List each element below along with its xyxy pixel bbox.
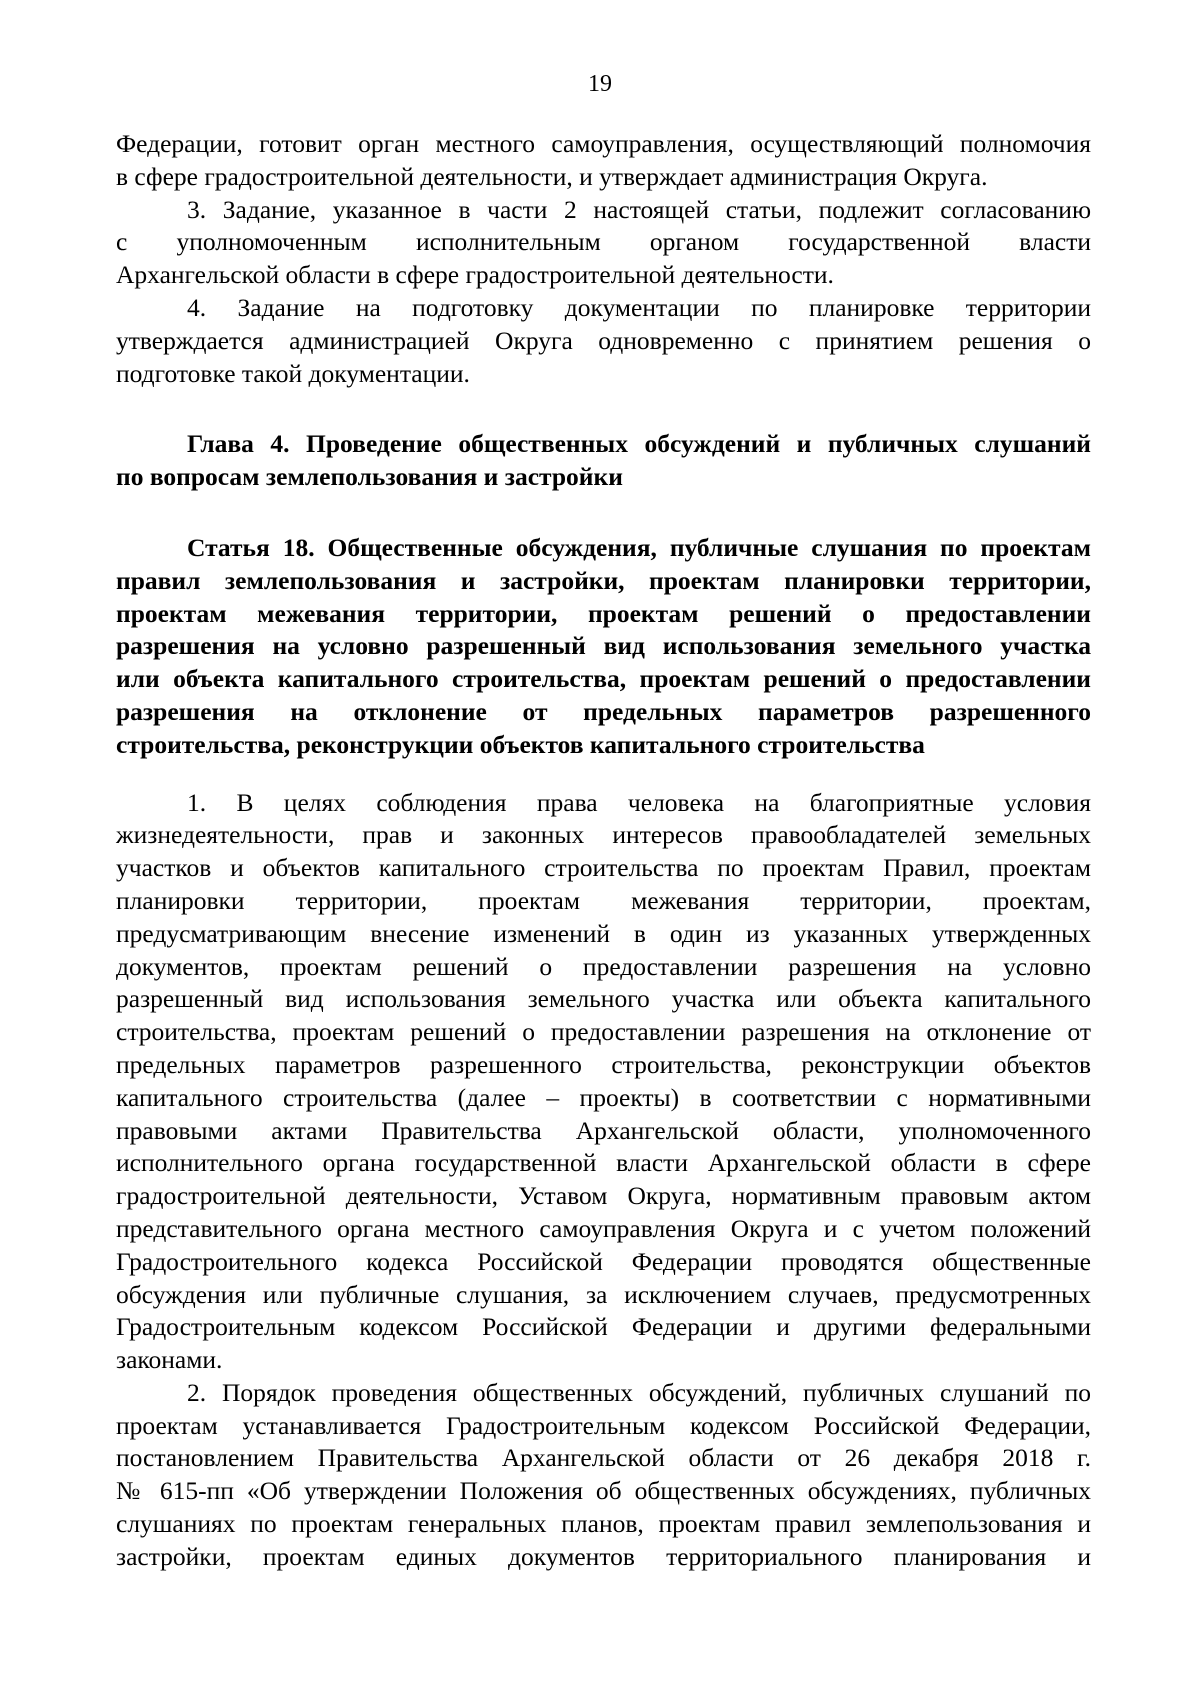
paragraph-line: градостроительной деятельности, Уставом Округа, нормативным правовым актом xyxy=(116,1181,1091,1211)
paragraph-line: № 615-пп «Об утверждении Положения об общественных обсуждениях, публичных xyxy=(116,1476,1091,1506)
document-body xyxy=(116,128,1091,1574)
article-heading: проектам межевания территории, проектам решений о предоставлении xyxy=(116,598,1091,628)
paragraph-line: обсуждения или публичные слушания, за исключением случаев, предусмотренных xyxy=(116,1279,1091,1309)
paragraph-line: слушаниях по проектам генеральных планов, проектам правил землепользования и xyxy=(116,1509,1091,1539)
paragraph-line: 2. Порядок проведения общественных обсуждений, публичных слушаний по xyxy=(187,1377,1091,1407)
paragraph-line: Архангельской области в сфере градостроительной деятельности. xyxy=(116,260,834,290)
paragraph-line: застройки, проектам единых документов территориального планирования и xyxy=(116,1541,1091,1571)
paragraph-line: 3. Задание, указанное в части 2 настоящей статьи, подлежит согласованию xyxy=(187,194,1091,224)
paragraph-line: 4. Задание на подготовку документации по планировке территории xyxy=(187,292,1091,322)
paragraph-line: Градостроительным кодексом Российской Федерации и другими федеральными xyxy=(116,1312,1091,1342)
paragraph-line: жизнедеятельности, прав и законных интересов правообладателей земельных xyxy=(116,820,1091,850)
article-heading: правил землепользования и застройки, проектам планировки территории, xyxy=(116,565,1091,595)
paragraph-line: представительного органа местного самоуправления Округа и с учетом положений xyxy=(116,1213,1091,1243)
paragraph-line: документов, проектам решений о предоставлении разрешения на условно xyxy=(116,951,1091,981)
chapter-heading: по вопросам землепользования и застройки xyxy=(116,462,623,492)
paragraph-line: законами. xyxy=(116,1345,223,1375)
paragraph-line: Градостроительного кодекса Российской Федерации проводятся общественные xyxy=(116,1246,1091,1276)
paragraph-line: в сфере градостроительной деятельности, и утверждает администрация Округа. xyxy=(116,161,988,191)
article-heading: или объекта капитального строительства, проектам решений о предоставлении xyxy=(116,664,1091,694)
chapter-heading: Глава 4. Проведение общественных обсуждений и публичных слушаний xyxy=(187,429,1091,459)
spacer xyxy=(116,494,1091,532)
paragraph-line: исполнительного органа государственной власти Архангельской области в сфере xyxy=(116,1148,1091,1178)
spacer xyxy=(116,762,1091,787)
paragraph-line: утверждается администрацией Округа одновременно с принятием решения о xyxy=(116,325,1091,355)
paragraph-line: проектам устанавливается Градостроительным кодексом Российской Федерации, xyxy=(116,1410,1091,1440)
article-heading: разрешения на условно разрешенный вид использования земельного участка xyxy=(116,631,1091,661)
paragraph-line: Федерации, готовит орган местного самоуправления, осуществляющий полномочия xyxy=(116,129,1091,158)
paragraph-line: с уполномоченным исполнительным органом государственной власти xyxy=(116,227,1091,257)
paragraph-line: разрешенный вид использования земельного участка или объекта капитального xyxy=(116,984,1091,1014)
spacer xyxy=(116,390,1091,428)
paragraph-line: предусматривающим внесение изменений в один из указанных утвержденных xyxy=(116,918,1091,948)
article-heading: разрешения на отклонение от предельных параметров разрешенного xyxy=(116,696,1091,726)
paragraph-line: постановлением Правительства Архангельской области от 26 декабря 2018 г. xyxy=(116,1443,1091,1473)
paragraph-line: предельных параметров разрешенного строительства, реконструкции объектов xyxy=(116,1049,1091,1079)
paragraph-line: участков и объектов капитального строительства по проектам Правил, проектам xyxy=(116,853,1091,883)
paragraph-line: правовыми актами Правительства Архангельской области, уполномоченного xyxy=(116,1115,1091,1145)
paragraph-line: 1. В целях соблюдения права человека на благоприятные условия xyxy=(187,787,1091,817)
page-number: 19 xyxy=(588,71,612,97)
article-heading: строительства, реконструкции объектов капитального строительства xyxy=(116,729,925,759)
paragraph-line: капитального строительства (далее – проекты) в соответствии с нормативными xyxy=(116,1082,1091,1112)
paragraph-line: планировки территории, проектам межевания территории, проектам, xyxy=(116,885,1091,915)
article-heading: Статья 18. Общественные обсуждения, публичные слушания по проектам xyxy=(187,532,1091,562)
paragraph-line: строительства, проектам решений о предоставлении разрешения на отклонение от xyxy=(116,1017,1091,1047)
paragraph-line: подготовке такой документации. xyxy=(116,358,470,388)
